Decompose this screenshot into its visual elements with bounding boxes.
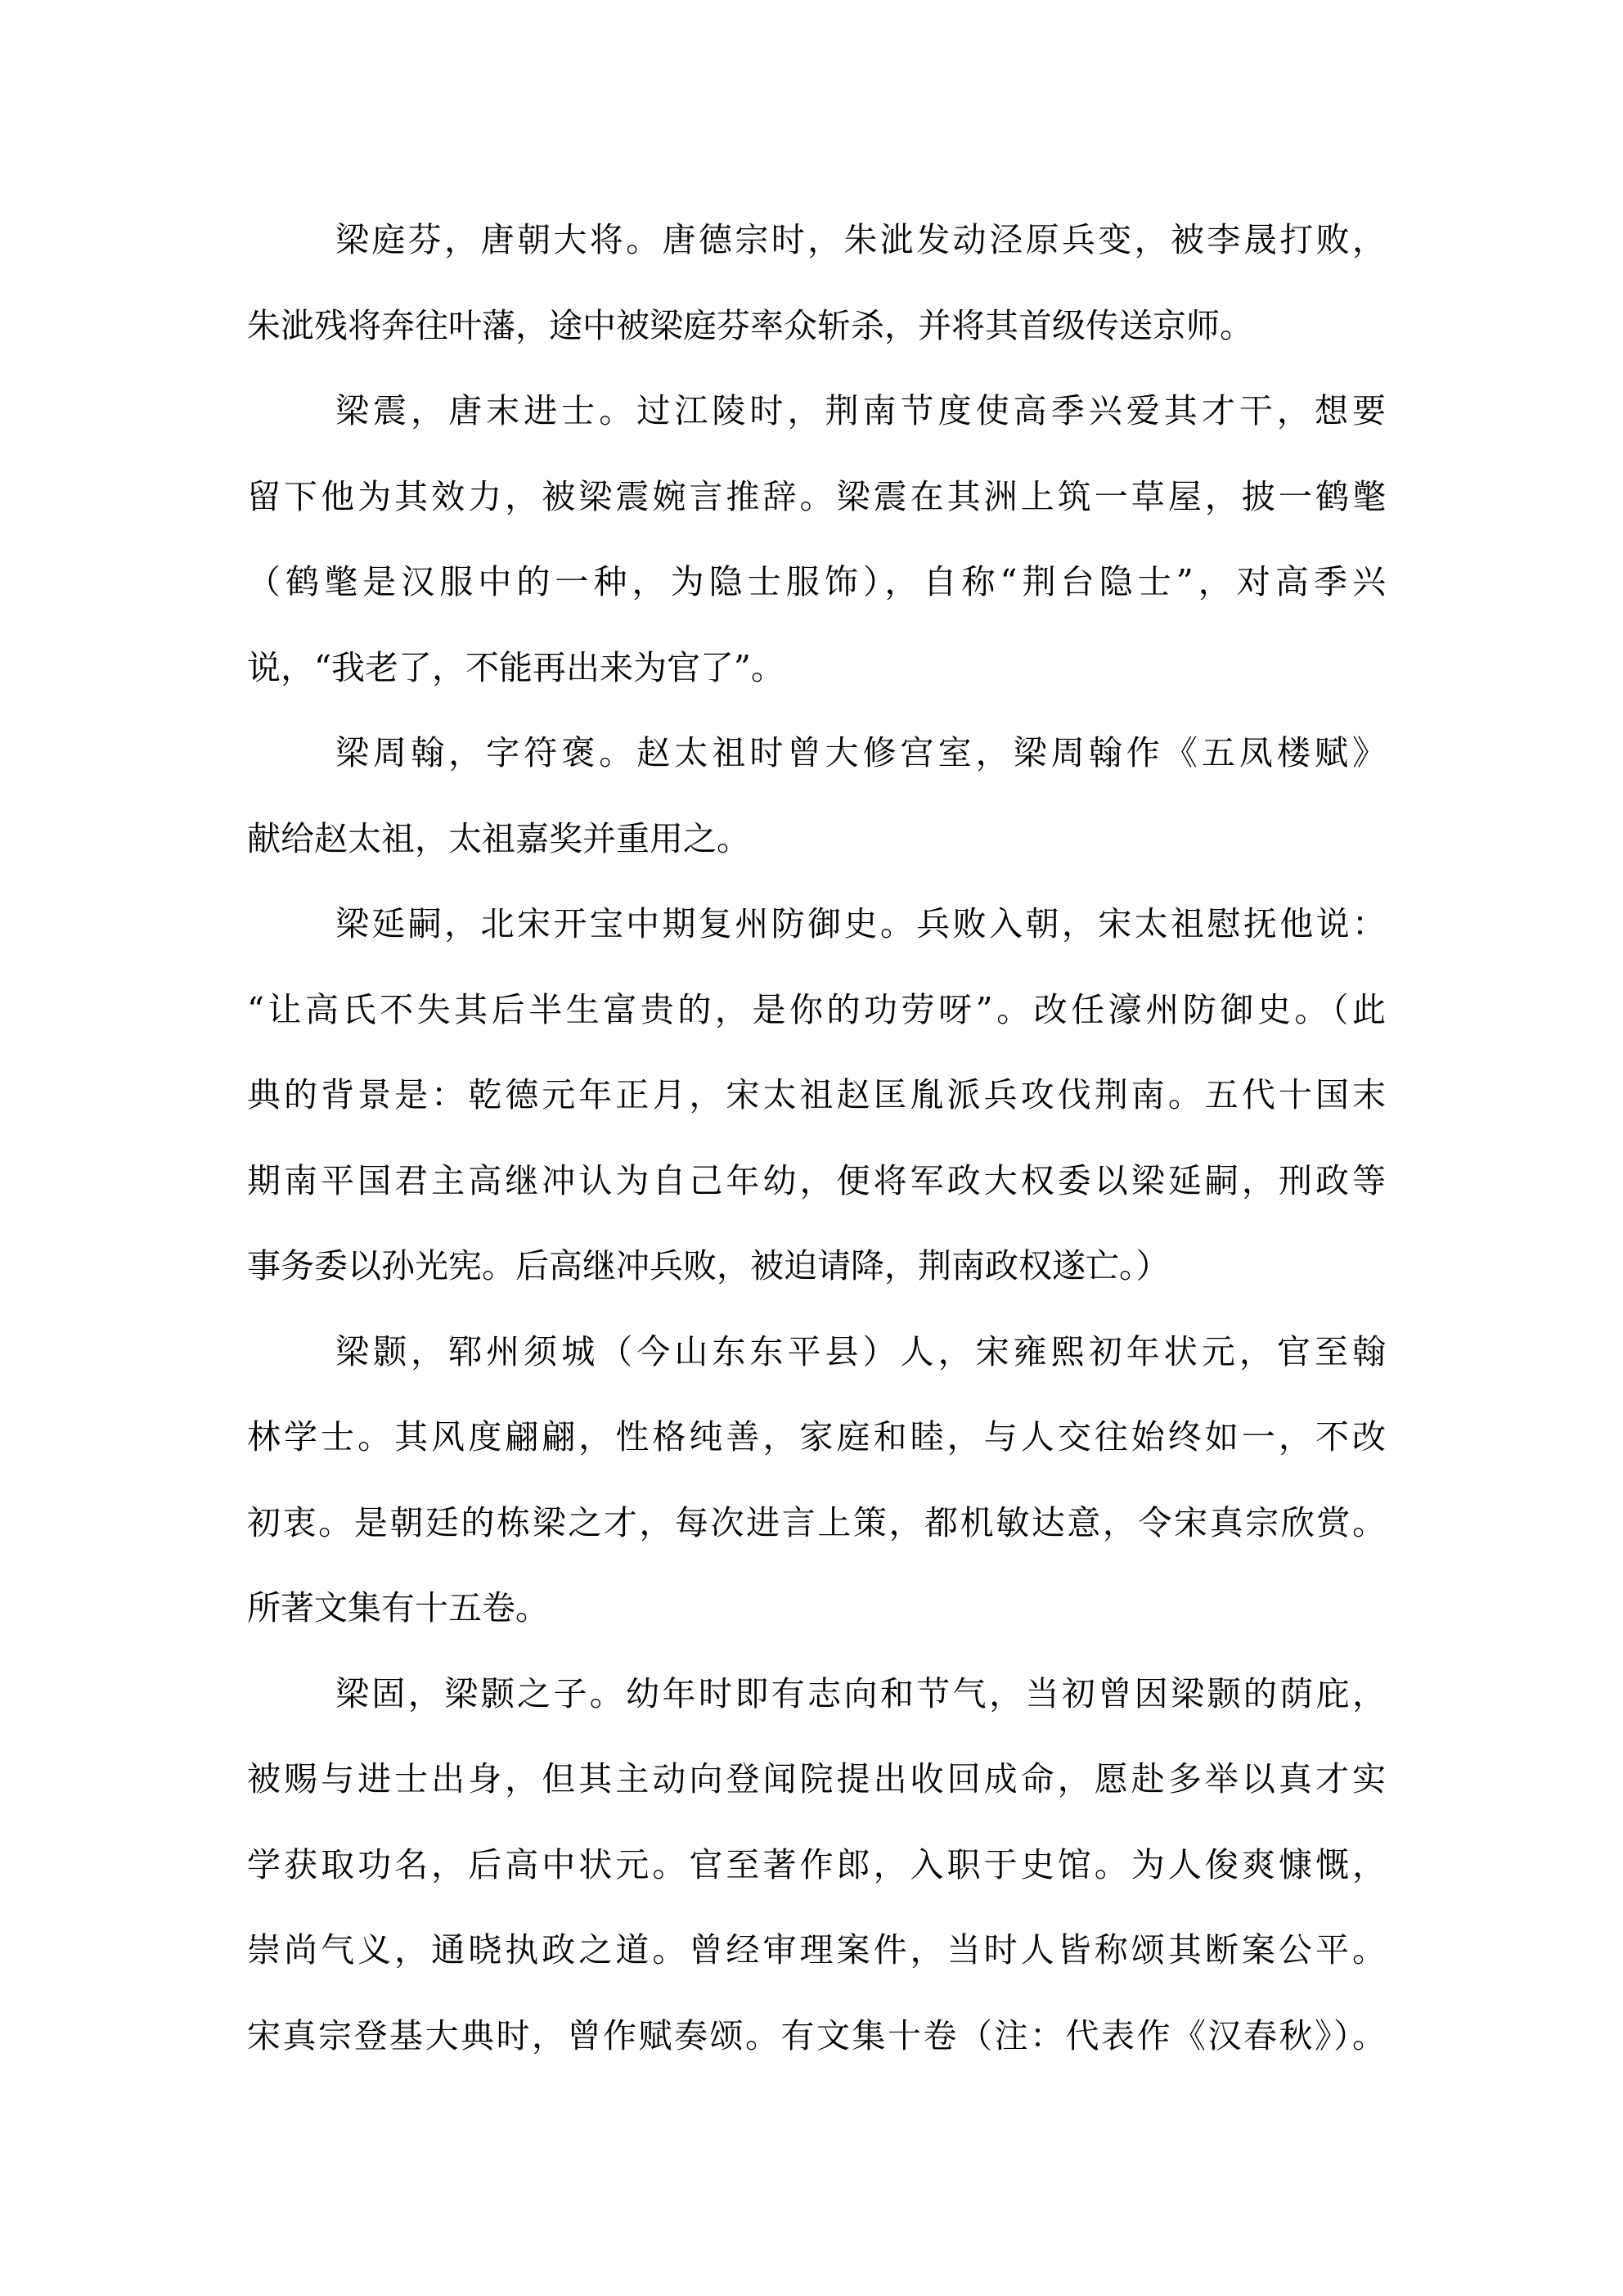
paragraph-line: 梁颢，郓州须城（今山东东平县）人，宋雍熙初年状元，官至翰 — [335, 1331, 1386, 1371]
paragraph-line: 宋真宗登基大典时，曾作赋奏颂。有文集十卷（注：代表作《汉春秋》）。 — [247, 2015, 1386, 2055]
paragraph-line: 梁固，梁颢之子。幼年时即有志向和节气，当初曾因梁颢的荫庇， — [335, 1673, 1386, 1713]
paragraph-line: 留下他为其效力，被梁震婉言推辞。梁震在其洲上筑一草屋，披一鹤氅 — [247, 476, 1386, 516]
paragraph-line: 被赐与进士出身，但其主动向登闻院提出收回成命，愿赴多举以真才实 — [247, 1759, 1386, 1799]
paragraph-line: 梁周翰，字符褒。赵太祖时曾大修宫室，梁周翰作《五凤楼赋》 — [335, 733, 1386, 772]
paragraph-line: 初衷。是朝廷的栋梁之才，每次进言上策，都机敏达意，令宋真宗欣赏。 — [247, 1502, 1386, 1542]
paragraph-line: 典的背景是：乾德元年正月，宋太祖赵匡胤派兵攻伐荆南。五代十国末 — [247, 1075, 1386, 1114]
paragraph-line: 梁庭芬，唐朝大将。唐德宗时，朱泚发动泾原兵变，被李晟打败， — [335, 220, 1386, 259]
paragraph-line: （鹤氅是汉服中的一种，为隐士服饰），自称“荆台隐士”，对高季兴 — [247, 562, 1386, 601]
paragraph-line: 梁延嗣，北宋开宝中期复州防御史。兵败入朝，宋太祖慰抚他说： — [335, 904, 1386, 943]
paragraph-line: 梁震，唐末进士。过江陵时，荆南节度使高季兴爱其才干，想要 — [335, 391, 1386, 430]
paragraph-line: 期南平国君主高继冲认为自己年幼，便将军政大权委以梁延嗣，刑政等 — [247, 1160, 1386, 1200]
paragraph-line: 所著文集有十五卷。 — [247, 1588, 549, 1627]
paragraph-line: 朱泚残将奔往叶藩，途中被梁庭芬率众斩杀，并将其首级传送京师。 — [247, 305, 1253, 345]
paragraph-line: 崇尚气义，通晓执政之道。曾经审理案件，当时人皆称颂其断案公平。 — [247, 1930, 1386, 1970]
paragraph-line: 林学士。其风度翩翩，性格纯善，家庭和睦，与人交往始终如一，不改 — [247, 1417, 1386, 1456]
paragraph-line: 说，“我老了，不能再出来为官了”。 — [247, 647, 785, 687]
paragraph-line: 学获取功名，后高中状元。官至著作郎，入职于史馆。为人俊爽慷慨， — [247, 1844, 1386, 1884]
document-page — [247, 197, 1386, 2078]
paragraph-line: 事务委以孙光宪。后高继冲兵败，被迫请降，荆南政权遂亡。） — [247, 1246, 1170, 1285]
paragraph-line: “让高氏不失其后半生富贵的，是你的功劳呀”。改任濠州防御史。（此 — [247, 989, 1386, 1029]
paragraph-line: 献给赵太祖，太祖嘉奖并重用之。 — [247, 818, 750, 858]
